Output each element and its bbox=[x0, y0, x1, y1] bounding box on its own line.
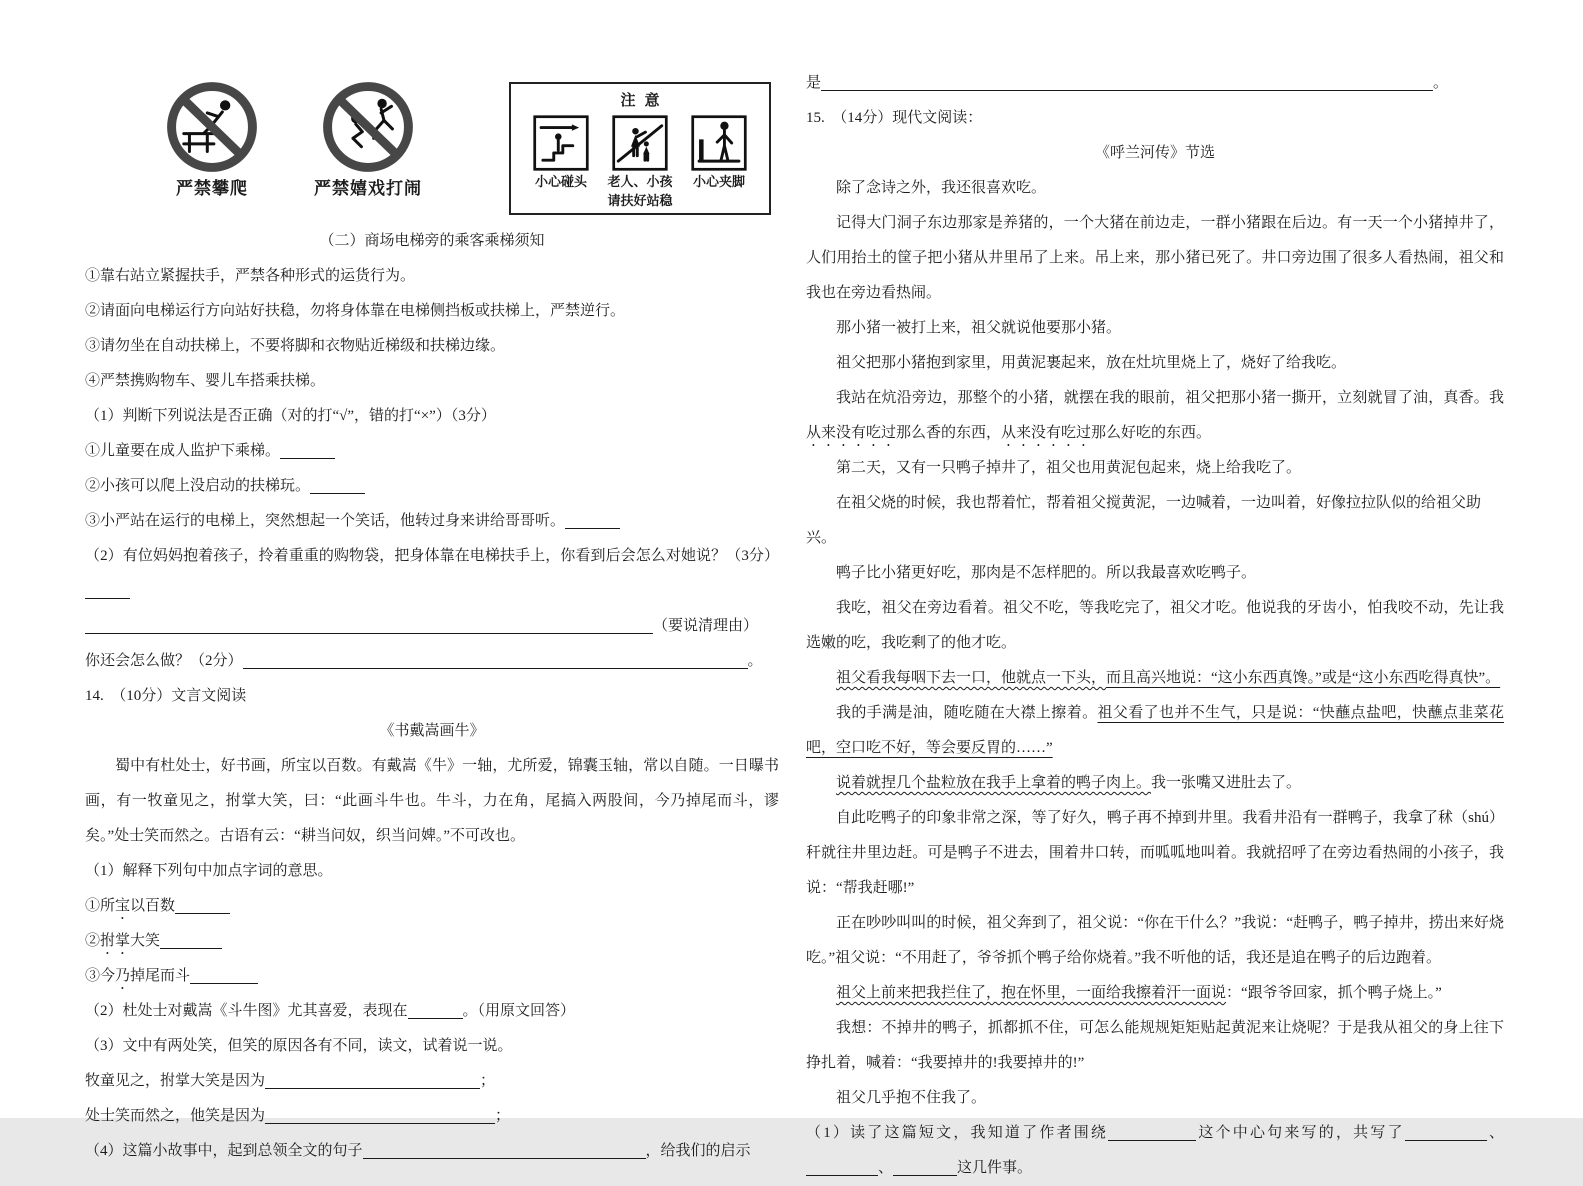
right-text-flow bbox=[806, 66, 1504, 1186]
text-run: 以百数 bbox=[130, 898, 176, 914]
text-run: （3）文中有两处笑，但笑的原因各有不同，读文，试着说一说。 bbox=[85, 1038, 513, 1054]
text-run: 掉尾而斗 bbox=[130, 968, 191, 984]
caution-label: 小心夹脚 bbox=[692, 174, 745, 189]
emphasis-dots-text: 拊掌 bbox=[100, 933, 131, 949]
para-14 bbox=[806, 906, 1504, 976]
caution-label: 老人、小孩 bbox=[607, 174, 673, 189]
para-2 bbox=[806, 206, 1504, 311]
text-run: 正在吵吵叫叫的时候，祖父奔到了，祖父说：“你在干什么？”我说：“赶鸭子，鸭子掉井，捞出来好烧吃。”祖父说：“不用赶了，爷爷抓个鸭子给你烧着。”我不听他的话，我还是追在鸭子的后边跑着。 bbox=[806, 915, 1504, 966]
text-run: 那么香的东西， bbox=[896, 425, 1002, 441]
text-run: （1）判断下列说法是否正确（对的打“√”，错的打“×”）（3分） bbox=[85, 408, 496, 424]
text-run: 、 bbox=[878, 1160, 894, 1176]
emphasis-wavy-text: 祖父上前来把我拦住了，抱在怀里，一面给我擦着汗一面说 bbox=[836, 985, 1227, 1001]
text-run: 那小猪一被打上来，祖父就说他要那小猪。 bbox=[836, 320, 1122, 336]
prohibition-sign-horseplay bbox=[293, 74, 443, 199]
passage-title bbox=[85, 714, 779, 749]
rule-3 bbox=[85, 329, 779, 364]
text-run: 那么好吃的东西。 bbox=[1091, 425, 1212, 441]
text-run: 大笑 bbox=[130, 933, 161, 949]
q13-1-header bbox=[85, 399, 779, 434]
para-5 bbox=[806, 381, 1504, 451]
emphasis-dots-text: 从来没有吃过 bbox=[1001, 425, 1092, 441]
answer-blank bbox=[190, 978, 258, 984]
prohibition-sign-climbing bbox=[157, 74, 267, 199]
para-13 bbox=[806, 801, 1504, 906]
para-10 bbox=[806, 661, 1504, 696]
answer-blank bbox=[160, 943, 222, 949]
rule-4 bbox=[85, 364, 779, 399]
answer-blank bbox=[280, 453, 335, 459]
text-run: 。 bbox=[1433, 75, 1449, 91]
text-run: 我吃，祖父在旁边看着。祖父不吃，等我吃完了，祖父才吃。他说我的牙齿小，怕我咬不动，先让我选嫩的吃，我吃剩了的他才吃。 bbox=[806, 600, 1504, 651]
para-11 bbox=[806, 696, 1504, 766]
text-run: （1）解释下列句中加点字词的意思。 bbox=[85, 863, 333, 879]
no-horseplay-sign bbox=[321, 80, 415, 174]
para-17 bbox=[806, 1081, 1504, 1116]
caution-item-watch-head bbox=[525, 114, 597, 210]
text-run: ①儿童要在成人监护下乘梯。 bbox=[85, 443, 281, 459]
text-run: 在祖父烧的时候，我也帮着忙，帮着祖父搅黄泥，一边喊着，一边叫着，好像拉拉队似的给祖父助兴。 bbox=[806, 495, 1482, 546]
word-item-2 bbox=[85, 924, 779, 959]
q14-3b bbox=[85, 1099, 779, 1134]
section-caption bbox=[85, 224, 779, 259]
text-run: 蜀中有杜处士，好书画，所宝以百数。有戴嵩《牛》一轴，尤所爱，锦囊玉轴，常以自随。一日曝书画，有一牧童见之，拊掌大笑，曰：“此画斗牛也。牛斗，力在角，尾搞入两股间，今乃掉尾而斗，谬矣。”处士笑而然之。古语有云：“耕当问奴，织当问婢。”不可改也。 bbox=[85, 758, 779, 844]
emphasis-wavy-text: 说着就捏几个盐粒放在我手上拿着的鸭子肉上。 bbox=[836, 775, 1152, 791]
text-run: 这几件事。 bbox=[957, 1160, 1033, 1176]
emphasis-dots-text: 从来没有吃过 bbox=[806, 425, 897, 441]
answer-blank bbox=[310, 488, 365, 494]
text-run: 《呼兰河传》节选 bbox=[1094, 145, 1215, 161]
text-run: 我站在炕沿旁边，那整个的小猪，就摆在我的眼前，祖父把那小猪一撕开，立刻就冒了油，真香。我 bbox=[836, 390, 1504, 406]
q14-2 bbox=[85, 994, 779, 1029]
text-run: （二）商场电梯旁的乘客乘梯须知 bbox=[319, 233, 545, 249]
answer-blank bbox=[363, 1153, 646, 1159]
text-run: ①所 bbox=[85, 898, 116, 914]
caution-label-2: 请扶好站稳 bbox=[607, 192, 673, 208]
text-run: （2）杜处士对戴嵩《斗牛图》尤其喜爱，表现在 bbox=[85, 1003, 408, 1019]
para-7 bbox=[806, 486, 1504, 556]
para-1 bbox=[806, 171, 1504, 206]
no-climbing-sign bbox=[165, 80, 259, 174]
caution-item-hold-steady bbox=[604, 114, 676, 210]
text-run: 是 bbox=[806, 75, 822, 91]
text-run: （4）这篇小故事中，起到总领全文的句子 bbox=[85, 1143, 363, 1159]
left-text-flow bbox=[85, 224, 779, 1169]
caution-label: 小心碰头 bbox=[534, 174, 587, 189]
sign-label: 严禁攀爬 bbox=[176, 179, 248, 198]
text-run: ③小严站在运行的电梯上，突然想起一个笑话，他转过身来讲给哥哥听。 bbox=[85, 513, 566, 529]
text-run: 你还会怎么做？（2分） bbox=[85, 653, 243, 669]
judge-item-3 bbox=[85, 504, 779, 539]
text-run: 、 bbox=[1486, 1125, 1504, 1141]
text-run: 这个中心句来写的，共写了 bbox=[1196, 1125, 1405, 1141]
sign-label: 严禁嬉戏打闹 bbox=[314, 179, 422, 198]
text-run: ②小孩可以爬上没启动的扶梯玩。 bbox=[85, 478, 311, 494]
text-run: 鸭子比小猪更好吃，那肉是不怎样肥的。所以我最喜欢吃鸭子。 bbox=[836, 565, 1257, 581]
answer-blank bbox=[408, 1013, 463, 1019]
answer-blank bbox=[243, 663, 748, 669]
text-run: ④严禁携购物车、婴儿车搭乘扶梯。 bbox=[85, 373, 326, 389]
emphasis-wavy-text: 祖父看我每咽下去一口，他就点一下头， bbox=[836, 670, 1107, 686]
text-run: （2）有位妈妈抱着孩子，拎着重重的购物袋，把身体靠在电梯扶手上，你看到后会怎么对她说？（3分） bbox=[85, 548, 779, 564]
right-column bbox=[806, 66, 1504, 1186]
text-run: （1）读了这篇短文，我知道了作者围绕 bbox=[806, 1125, 1109, 1141]
text-run: 除了念诗之外，我还很喜欢吃。 bbox=[836, 180, 1047, 196]
caution-item-watch-feet bbox=[683, 114, 755, 210]
text-run: 我一张嘴又进肚去了。 bbox=[1151, 775, 1302, 791]
q15-header bbox=[806, 101, 1504, 136]
para-3 bbox=[806, 311, 1504, 346]
para-4 bbox=[806, 346, 1504, 381]
emphasis-dots-text: 宝 bbox=[115, 898, 131, 914]
q14-1-header bbox=[85, 854, 779, 889]
q15-1 bbox=[806, 1116, 1504, 1186]
text-run: 处士笑而然之，他笑是因为 bbox=[85, 1108, 266, 1124]
text-run: ②请面向电梯运行方向站好扶稳，勿将身体靠在电梯侧挡板或扶梯上，严禁逆行。 bbox=[85, 303, 626, 319]
watch-head-sign bbox=[532, 114, 590, 172]
text-run: 自此吃鸭子的印象非常之深，等了好久，鸭子再不掉到井里。我看井沿有一群鸭子，我拿了秫（shú）秆就往井里边赶。可是鸭子不进去，围着井口转，而呱呱地叫着。我就招呼了在旁边看热闹的小孩子，我说：“帮我赶哪!” bbox=[806, 810, 1504, 896]
text-run: 14. （10分）文言文阅读 bbox=[85, 688, 247, 704]
answer-blank bbox=[85, 628, 653, 634]
watch-feet-sign bbox=[690, 114, 748, 172]
answer-blank bbox=[175, 908, 230, 914]
q14-3 bbox=[85, 1029, 779, 1064]
q14-4-continued bbox=[806, 66, 1504, 101]
caution-items bbox=[511, 110, 769, 210]
para-9 bbox=[806, 591, 1504, 661]
left-column bbox=[85, 74, 779, 1169]
text-run: ③请勿坐在自动扶梯上，不要将脚和衣物贴近梯级和扶梯边缘。 bbox=[85, 338, 506, 354]
answer-blank bbox=[1108, 1135, 1196, 1141]
emphasis-line-text: 而且高兴地说：“这小东西真馋。”或是“这小东西吃得真快”。 bbox=[1106, 670, 1501, 686]
text-run: ，给我们的启示 bbox=[645, 1143, 751, 1159]
word-item-1 bbox=[85, 889, 779, 924]
judge-item-1 bbox=[85, 434, 779, 469]
text-run: ①靠右站立紧握扶手，严禁各种形式的运货行为。 bbox=[85, 268, 416, 284]
para-8 bbox=[806, 556, 1504, 591]
text-run: ② bbox=[85, 933, 101, 949]
text-run: ：“跟爷爷回家，抓个鸭子烧上。” bbox=[1226, 985, 1442, 1001]
text-run: 我想：不掉井的鸭子，抓都抓不住，可怎么能规规矩矩贴起黄泥来让烧呢？于是我从祖父的身上往下挣扎着，喊着：“我要掉井的!我要掉井的!” bbox=[806, 1020, 1504, 1071]
answer-blank bbox=[1405, 1135, 1487, 1141]
answer-blank bbox=[893, 1170, 957, 1176]
text-run: 第二天，又有一只鸭子掉井了，祖父也用黄泥包起来，烧上给我吃了。 bbox=[836, 460, 1302, 476]
rule-2 bbox=[85, 294, 779, 329]
text-run: 《书戴嵩画牛》 bbox=[379, 723, 485, 739]
safety-signs-row bbox=[85, 74, 779, 224]
elderly-children-hold-steady-sign bbox=[611, 114, 669, 172]
answer-blank bbox=[806, 1170, 878, 1176]
text-run: 。（用原文回答） bbox=[462, 1003, 576, 1019]
q13-2b bbox=[85, 644, 779, 679]
para-12 bbox=[806, 766, 1504, 801]
q13-2-header bbox=[85, 539, 779, 609]
classical-passage bbox=[85, 749, 779, 854]
answer-blank bbox=[265, 1083, 480, 1089]
q14-3a bbox=[85, 1064, 779, 1099]
emphasis-line-text: 祖父看了也并不生气，只是说：“快蘸点盐吧，快蘸点韭菜花吧，空口吃不好，等会要反胃的……” bbox=[806, 705, 1504, 756]
judge-item-2 bbox=[85, 469, 779, 504]
text-run: 牧童见之，拊掌大笑是因为 bbox=[85, 1073, 266, 1089]
answer-blank bbox=[85, 593, 130, 599]
text-run: ； bbox=[495, 1108, 511, 1124]
answer-blank bbox=[265, 1118, 495, 1124]
text-run: 祖父把那小猪抱到家里，用黄泥裹起来，放在灶坑里烧上了，烧好了给我吃。 bbox=[836, 355, 1347, 371]
para-15 bbox=[806, 976, 1504, 1011]
caution-notice-box bbox=[509, 82, 771, 215]
answer-blank bbox=[821, 85, 1433, 91]
text-run: ③今 bbox=[85, 968, 116, 984]
para-6 bbox=[806, 451, 1504, 486]
emphasis-dots-text: 乃 bbox=[115, 968, 131, 984]
answer-line bbox=[85, 609, 779, 644]
text-run: 记得大门洞子东边那家是养猪的，一个大猪在前边走，一群小猪跟在后边。有一天一个小猪掉井了，人们用抬土的筐子把小猪从井里吊了上来。吊上来，那小猪已死了。井口旁边围了很多人看热闹，祖父和我也在旁边看热闹。 bbox=[806, 215, 1504, 301]
answer-blank bbox=[565, 523, 620, 529]
q14-4 bbox=[85, 1134, 779, 1169]
text-run: ； bbox=[480, 1073, 496, 1089]
rule-1 bbox=[85, 259, 779, 294]
text-run: 。 bbox=[747, 653, 763, 669]
text-run: 我的手满是油，随吃随在大襟上擦着。 bbox=[836, 705, 1098, 721]
text-run: 祖父几乎抱不住我了。 bbox=[836, 1090, 987, 1106]
q14-header bbox=[85, 679, 779, 714]
passage-title bbox=[806, 136, 1504, 171]
caution-title: 注意 bbox=[620, 93, 669, 109]
para-16 bbox=[806, 1011, 1504, 1081]
text-run: 15. （14分）现代文阅读： bbox=[806, 110, 983, 126]
text-run: （要说清理由） bbox=[653, 618, 759, 634]
word-item-3 bbox=[85, 959, 779, 994]
